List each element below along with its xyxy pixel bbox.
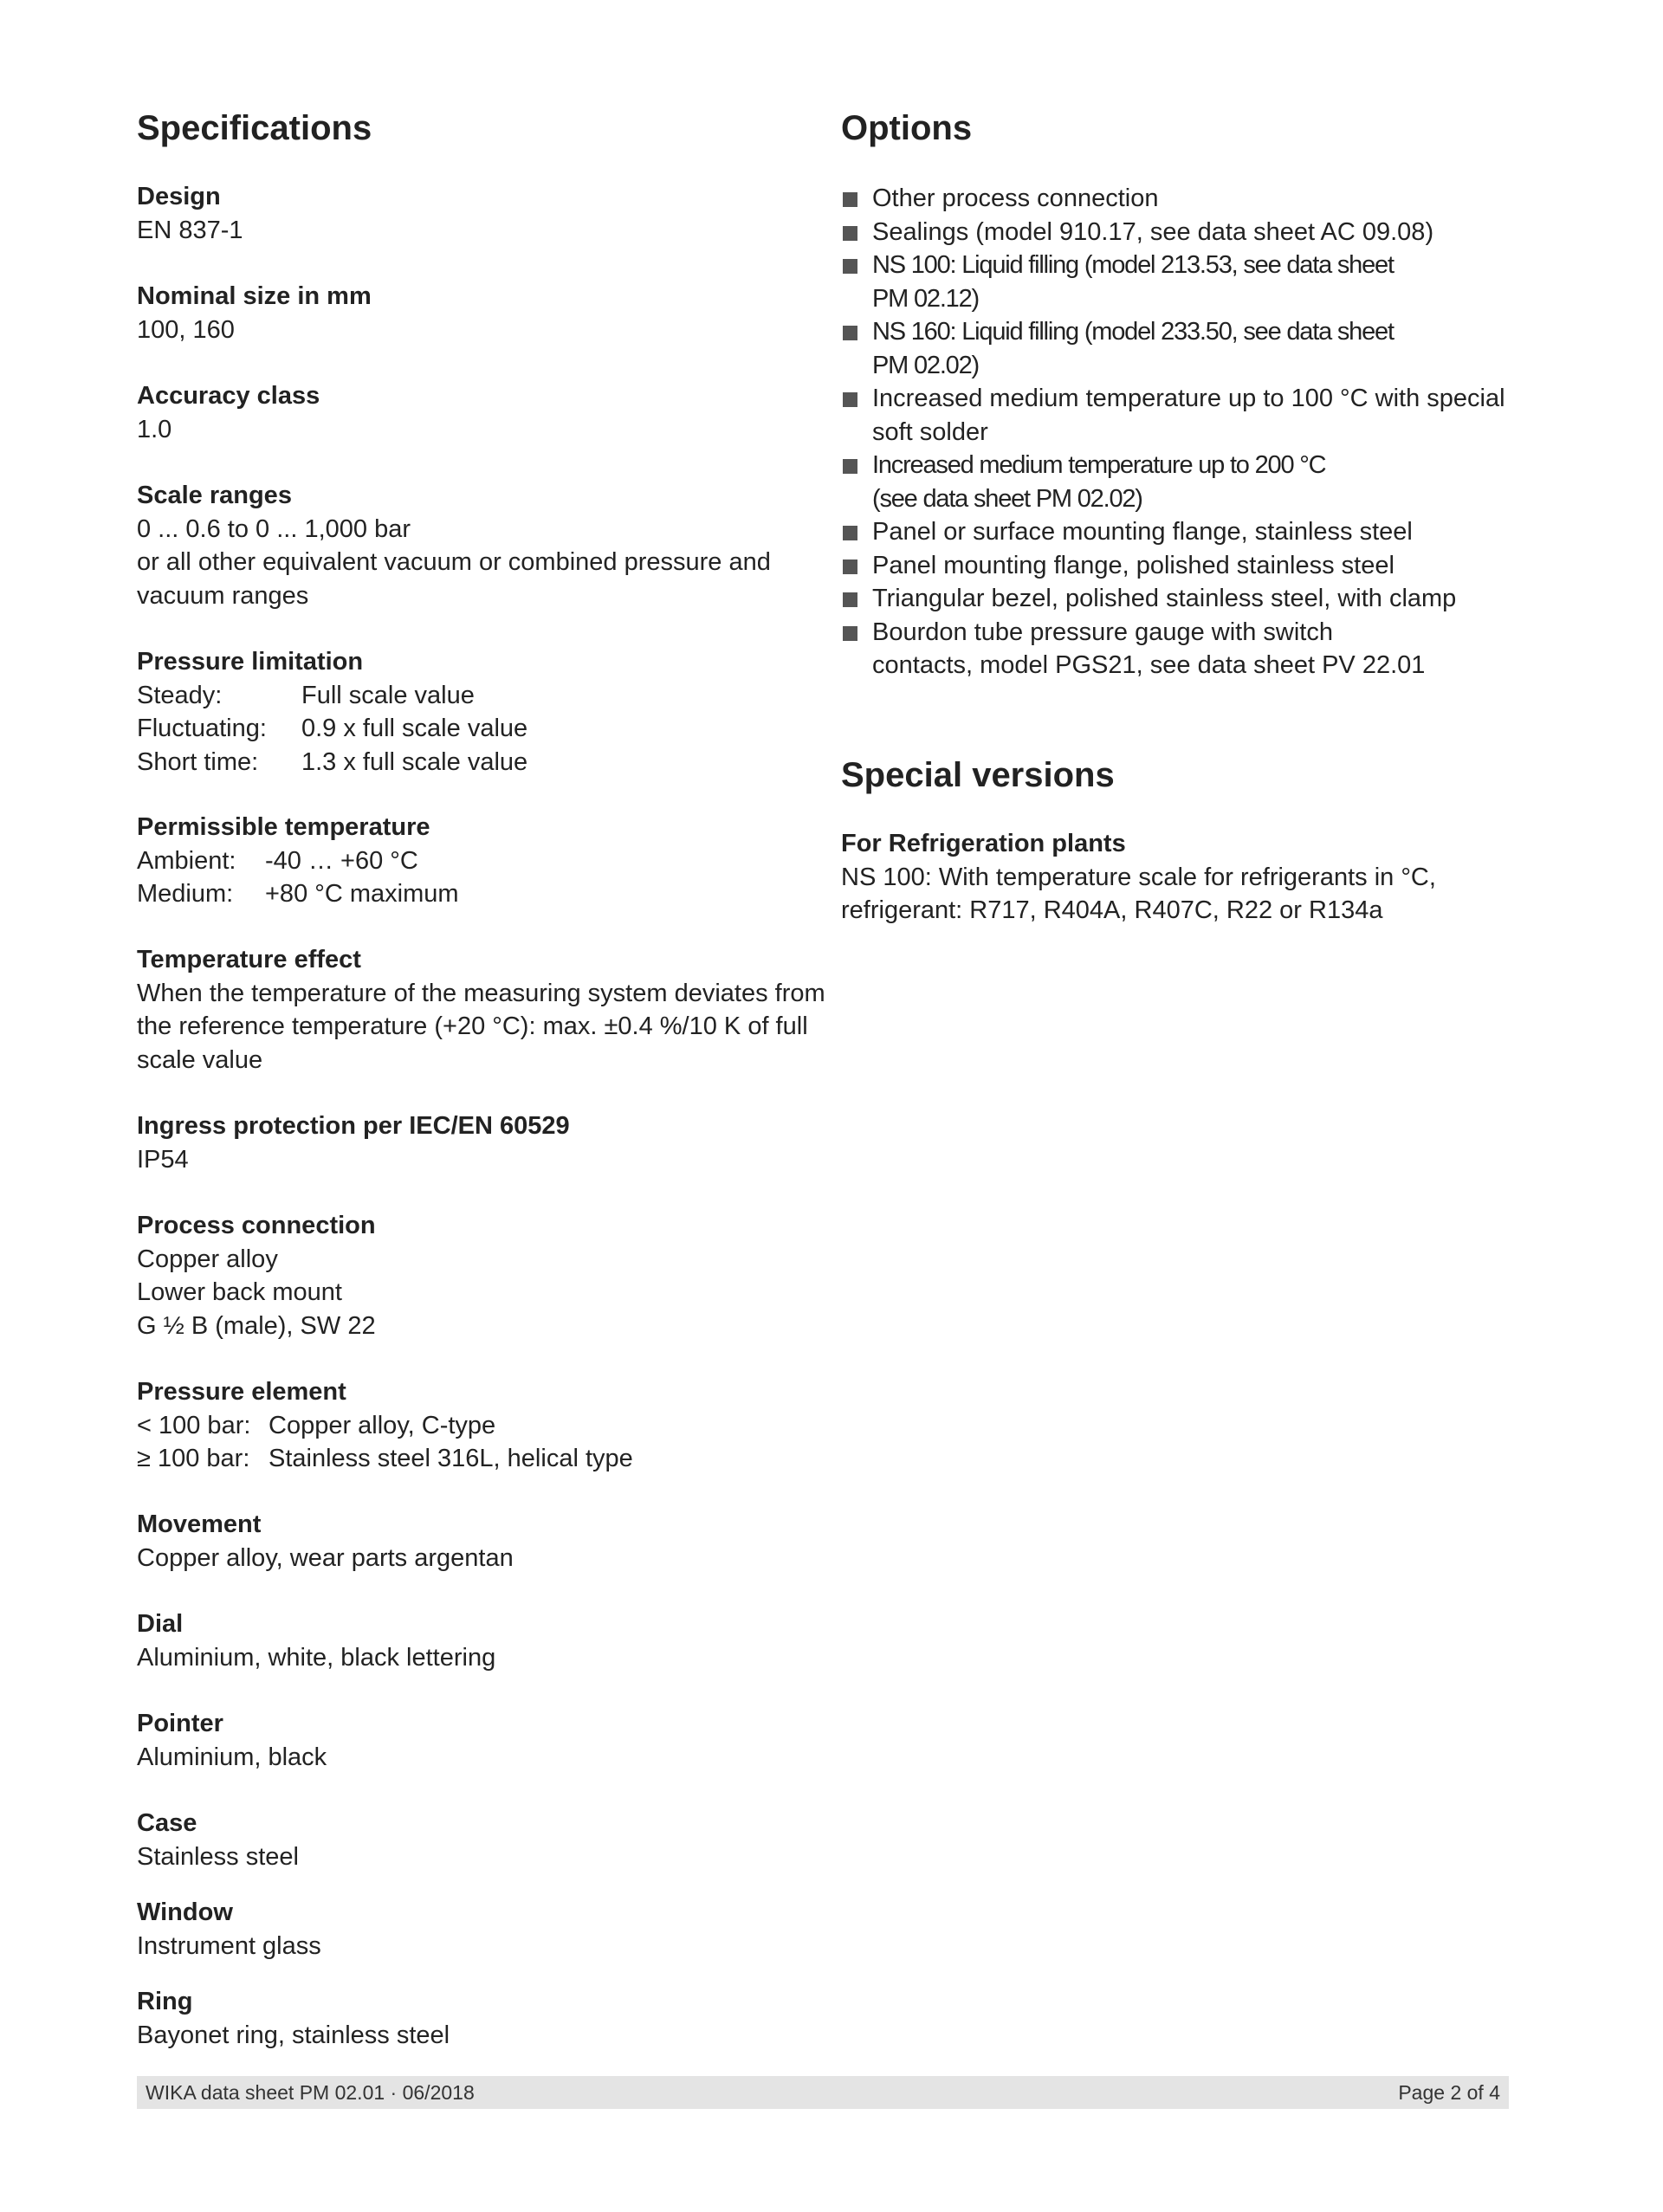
spec-row — [137, 877, 812, 911]
row-value: Stainless steel 316L, helical type — [269, 1445, 633, 1472]
row-key: Fluctuating: — [137, 715, 267, 742]
spec-label: Design — [137, 183, 221, 210]
spec-pressure-element — [137, 1375, 812, 1476]
spec-label: For Refrigeration plants — [841, 830, 1126, 857]
spec-value: 0 ... 0.6 to 0 ... 1,000 bar — [137, 514, 411, 543]
spec-value: When the temperature of the measuring system deviates from — [137, 979, 825, 1007]
spec-window — [137, 1896, 812, 1963]
square-bullet-icon — [843, 226, 857, 241]
spec-label: Movement — [137, 1510, 262, 1538]
spec-label: Temperature effect — [137, 946, 361, 973]
spec-value: 100, 160 — [137, 315, 235, 344]
footer-doc-ref: WIKA data sheet PM 02.01 · 06/2018 — [146, 2080, 475, 2104]
spec-label: Pressure limitation — [137, 648, 364, 676]
spec-label: Window — [137, 1898, 233, 1926]
spec-pressure-limitation — [137, 645, 812, 779]
option-line: NS 100: Liquid filling (model 213.53, see data sheet — [872, 251, 1394, 279]
list-item — [841, 182, 1525, 216]
row-key: Steady: — [137, 681, 223, 709]
spec-value: G ½ B (male), SW 22 — [137, 1311, 376, 1340]
spec-value: Copper alloy — [137, 1245, 278, 1273]
list-item — [841, 315, 1525, 382]
option-line: PM 02.02) — [872, 351, 979, 379]
list-item — [841, 249, 1525, 315]
spec-label: Ingress protection per IEC/EN 60529 — [137, 1112, 570, 1140]
option-line: PM 02.12) — [872, 284, 979, 313]
spec-value: the reference temperature (+20 °C): max. ±0.4 %/10 K of full — [137, 1012, 808, 1040]
spec-temperature-effect — [137, 943, 825, 1077]
spec-value: vacuum ranges — [137, 581, 309, 610]
list-item — [841, 216, 1525, 249]
spec-value: refrigerant: R717, R404A, R407C, R22 or R134a — [841, 896, 1383, 924]
special-refrigeration — [841, 827, 1525, 928]
spec-label: Case — [137, 1809, 197, 1837]
spec-label: Process connection — [137, 1212, 376, 1239]
spec-case — [137, 1807, 812, 1873]
spec-label: Nominal size in mm — [137, 282, 372, 310]
option-line: soft solder — [872, 417, 988, 446]
option-line: Panel or surface mounting flange, stainless steel — [872, 518, 1413, 546]
square-bullet-icon — [843, 392, 857, 407]
spec-accuracy-class — [137, 379, 812, 446]
option-line: Panel mounting flange, polished stainless steel — [872, 551, 1394, 579]
spec-label: Dial — [137, 1610, 184, 1638]
spec-row — [137, 746, 812, 779]
square-bullet-icon — [843, 192, 857, 207]
option-line: Triangular bezel, polished stainless steel, with clamp — [872, 585, 1457, 612]
spec-row — [137, 1409, 812, 1443]
square-bullet-icon — [843, 326, 857, 340]
spec-label: Pointer — [137, 1710, 223, 1737]
page-number: Page 2 of 4 — [1398, 2080, 1500, 2104]
spec-value: Bayonet ring, stainless steel — [137, 2021, 450, 2049]
list-item — [841, 449, 1525, 515]
row-key: Short time: — [137, 747, 259, 776]
spec-design — [137, 180, 812, 247]
square-bullet-icon — [843, 459, 857, 474]
spec-ingress-protection — [137, 1109, 812, 1176]
spec-row — [137, 844, 812, 878]
spec-pointer — [137, 1707, 812, 1774]
list-item — [841, 515, 1525, 549]
list-item — [841, 616, 1525, 682]
option-line: Increased medium temperature up to 200 °C — [872, 451, 1326, 479]
spec-value: NS 100: With temperature scale for refrigerants in °C, — [841, 863, 1436, 891]
spec-label: Scale ranges — [137, 482, 292, 509]
page-footer — [137, 2076, 1509, 2109]
option-line: Increased medium temperature up to 100 °C with special — [872, 385, 1505, 412]
square-bullet-icon — [843, 259, 857, 274]
options-heading: Options — [841, 109, 973, 147]
list-item — [841, 382, 1525, 449]
spec-value: or all other equivalent vacuum or combined pressure and — [137, 548, 771, 576]
row-value: Copper alloy, C-type — [269, 1411, 496, 1439]
row-key: ≥ 100 bar: — [137, 1445, 250, 1472]
spec-label: Permissible temperature — [137, 813, 430, 841]
row-value: +80 °C maximum — [265, 880, 459, 908]
square-bullet-icon — [843, 526, 857, 540]
spec-row — [137, 712, 812, 746]
spec-value: EN 837-1 — [137, 216, 243, 244]
spec-row — [137, 1442, 812, 1476]
spec-ring — [137, 1985, 812, 2052]
spec-value: Instrument glass — [137, 1931, 321, 1960]
option-line: (see data sheet PM 02.02) — [872, 484, 1142, 513]
spec-permissible-temperature — [137, 811, 812, 911]
special-versions-heading: Special versions — [841, 756, 1115, 794]
spec-value: Aluminium, black — [137, 1743, 327, 1771]
option-line: contacts, model PGS21, see data sheet PV 22.01 — [872, 651, 1426, 679]
option-line: Bourdon tube pressure gauge with switch — [872, 618, 1333, 646]
spec-row — [137, 679, 812, 713]
row-value: Full scale value — [301, 681, 475, 709]
spec-label: Ring — [137, 1988, 193, 2015]
row-key: < 100 bar: — [137, 1411, 251, 1439]
spec-value: 1.0 — [137, 415, 172, 443]
specifications-heading: Specifications — [137, 109, 372, 147]
spec-dial — [137, 1607, 812, 1674]
list-item — [841, 582, 1525, 616]
spec-label: Accuracy class — [137, 382, 320, 410]
spec-label: Pressure element — [137, 1378, 346, 1406]
list-item — [841, 549, 1525, 583]
square-bullet-icon — [843, 626, 857, 641]
spec-value: Stainless steel — [137, 1842, 299, 1871]
spec-value: IP54 — [137, 1145, 189, 1174]
option-line: Sealings (model 910.17, see data sheet AC 09.08) — [872, 217, 1434, 246]
row-key: Medium: — [137, 880, 234, 908]
row-key: Ambient: — [137, 846, 236, 875]
spec-value: Aluminium, white, black lettering — [137, 1643, 496, 1672]
spec-movement — [137, 1508, 812, 1575]
spec-value: scale value — [137, 1045, 263, 1074]
spec-scale-ranges — [137, 479, 812, 612]
spec-process-connection — [137, 1209, 812, 1342]
spec-value: Copper alloy, wear parts argentan — [137, 1543, 514, 1572]
options-list — [841, 182, 1525, 682]
row-value: 0.9 x full scale value — [301, 715, 528, 742]
option-line: NS 160: Liquid filling (model 233.50, see data sheet — [872, 318, 1394, 346]
spec-value: Lower back mount — [137, 1278, 342, 1306]
row-value: -40 … +60 °C — [265, 846, 418, 875]
square-bullet-icon — [843, 559, 857, 574]
spec-nominal-size — [137, 280, 812, 346]
row-value: 1.3 x full scale value — [301, 747, 528, 776]
square-bullet-icon — [843, 592, 857, 607]
option-line: Other process connection — [872, 184, 1159, 212]
